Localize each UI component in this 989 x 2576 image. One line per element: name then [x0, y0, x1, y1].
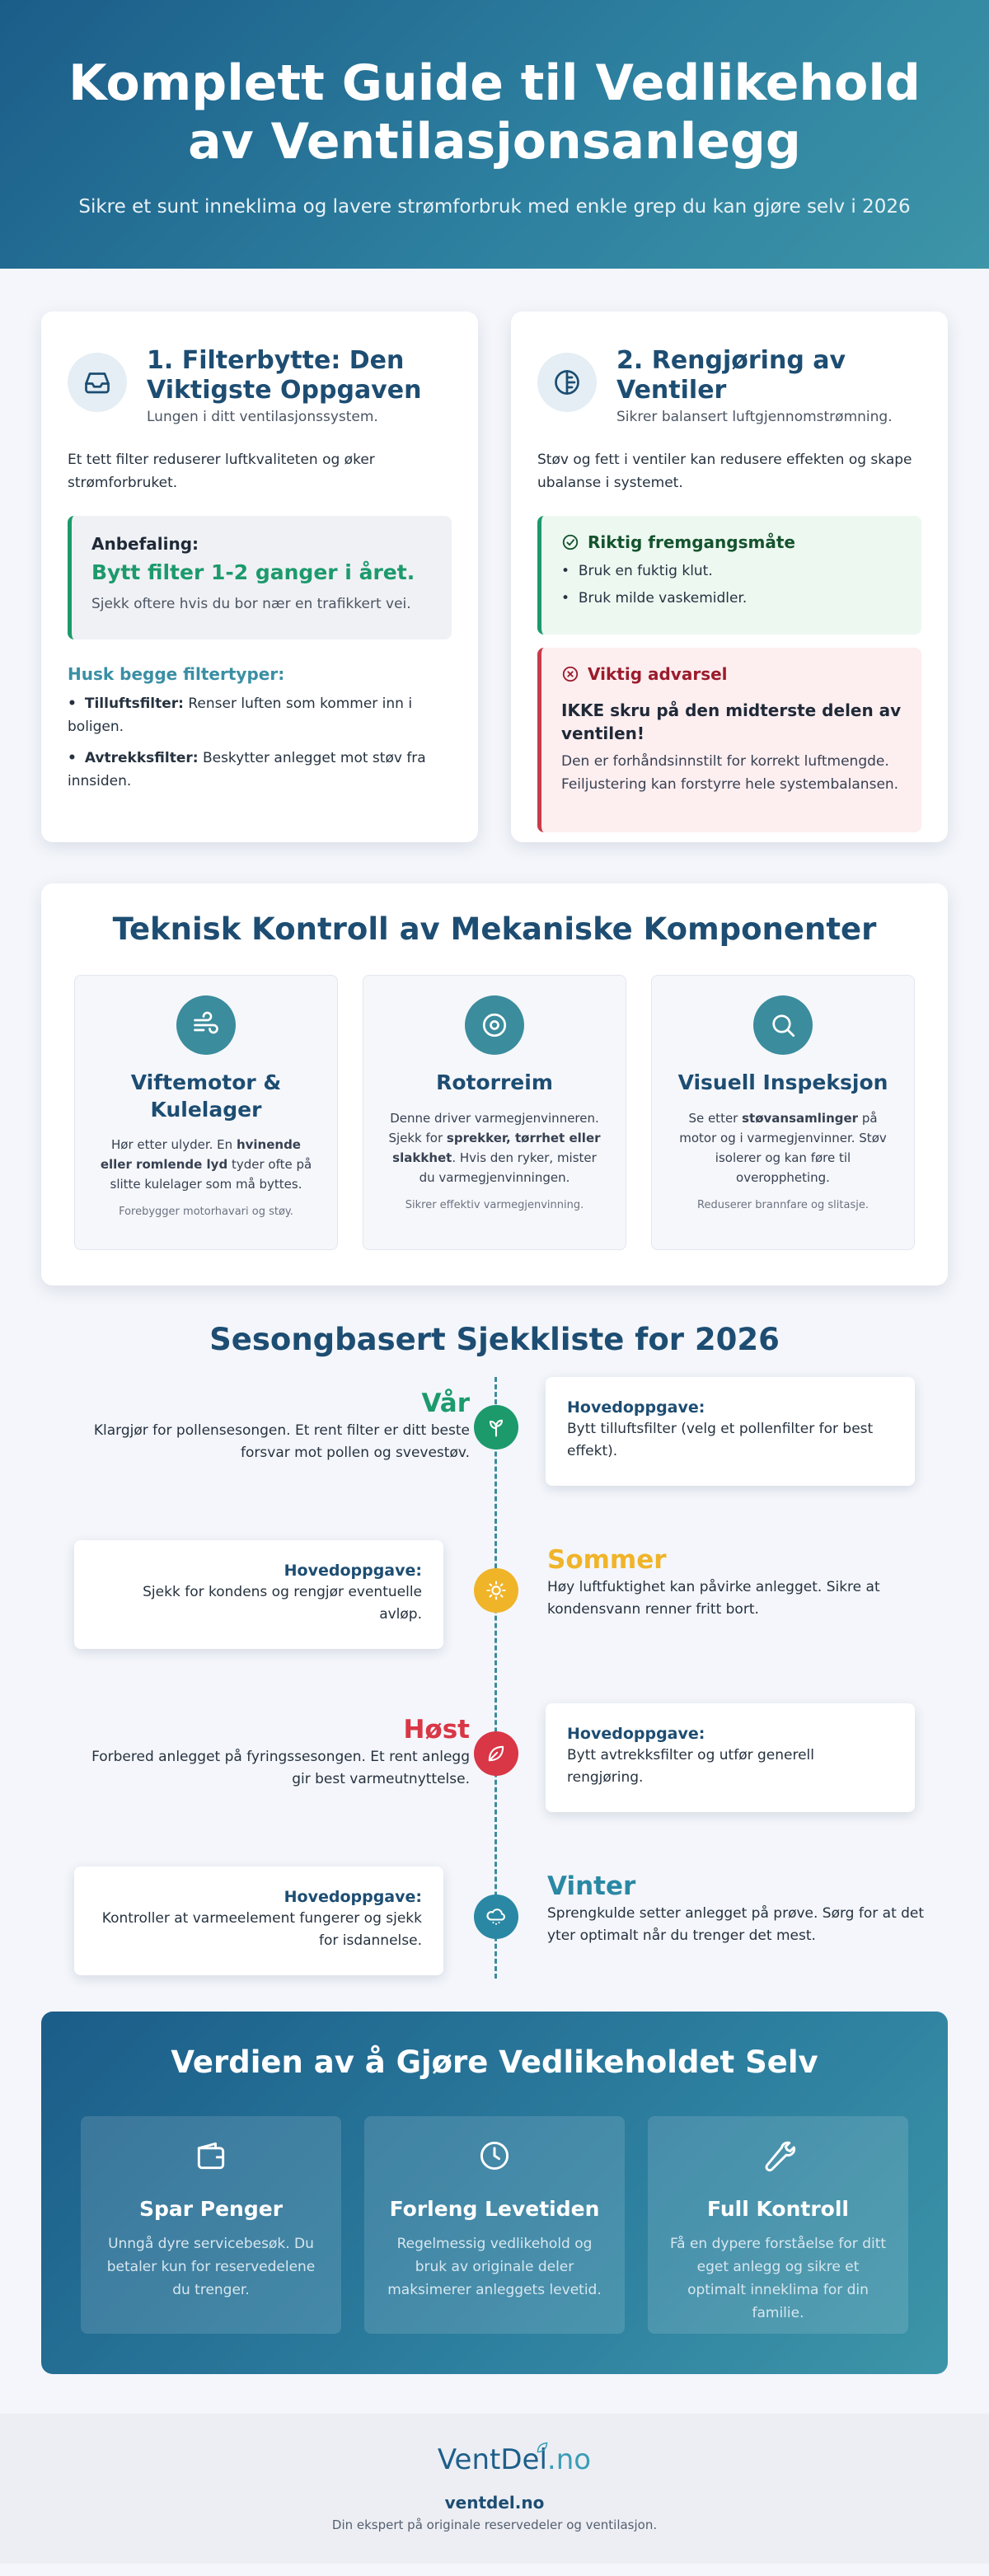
tech-item-title: Rotorreim [436, 1070, 553, 1094]
technical-title: Teknisk Kontroll av Mekaniske Komponenter [112, 911, 877, 947]
valve-icon [537, 353, 597, 412]
season-timeline [41, 1377, 948, 1979]
season-desc: Høy luftfuktighet kan påvirke anlegget. Sikre at kondensvann renner fritt bort. [547, 1579, 880, 1618]
season-name: Høst [403, 1715, 470, 1745]
season-summer [41, 1540, 948, 1656]
tech-item-rotor-belt [363, 975, 626, 1250]
recommendation-main: Bytt filter 1-2 ganger i året. [91, 560, 415, 585]
procedure-title: Riktig fremgangsmåte [588, 532, 795, 553]
tech-item-text: Hør etter ulyder. En hvinende eller romlende lyd tyder ofte på slitte kulelager som må byttes. [100, 1137, 312, 1192]
season-task-box [546, 1377, 915, 1486]
recommendation-box [68, 516, 452, 639]
recommendation-label: Anbefaling: [91, 534, 199, 555]
wind-icon [176, 995, 236, 1055]
tech-item-foot: Reduserer brannfare og slitasje. [697, 1198, 869, 1211]
inbox-tray-icon [68, 353, 127, 412]
value-item-text: Regelmessig vedlikehold og bruk av originale deler maksimerer anleggets levetid. [387, 2236, 602, 2299]
vent-card-subtitle: Sikrer balansert luftgjennomstrømning. [616, 409, 893, 425]
season-winter [41, 1866, 948, 1982]
footer [0, 2414, 989, 2564]
vent-card [511, 311, 948, 842]
page-title: Komplett Guide til Vedlikehold av Ventilasjonsanlegg [68, 54, 921, 171]
list-item: • Tilluftsfilter: Renser luften som kommer inn i boligen. [68, 696, 413, 736]
disc-icon [465, 995, 524, 1055]
season-name: Sommer [547, 1545, 667, 1575]
sprout-icon [474, 1405, 518, 1450]
logo[interactable]: VentDel .no [438, 2443, 551, 2476]
tech-item-title: Visuell Inspeksjon [677, 1070, 888, 1094]
filter-card [41, 311, 478, 842]
task-text: Bytt tilluftsfilter (velg et pollenfilter for best effekt). [567, 1421, 874, 1460]
warning-box [537, 648, 921, 832]
technical-section [41, 883, 948, 1286]
tech-item-text: Denne driver varmegjenvinneren. Sjekk for sprekker, tørrhet eller slakkhet. Hvis den ryker, mister du varmegjenvinningen. [388, 1110, 601, 1185]
leaf-icon [474, 1731, 518, 1776]
season-task-box [546, 1703, 915, 1812]
procedure-list [561, 560, 902, 610]
vent-card-title: 2. Rengjøring av Ventiler [616, 346, 846, 405]
value-item-text: Unngå dyre servicebesøk. Du betaler kun for reservedelene du trenger. [106, 2236, 316, 2299]
tech-item-text: Se etter støvansamlinger på motor og i varmegjenvinner. Støv isolerer og kan føre til overoppheting. [679, 1110, 887, 1185]
filter-types-list [68, 692, 452, 793]
tech-item-fan-motor [74, 975, 338, 1250]
season-desc: Klargjør for pollensesongen. Et rent filter er ditt beste forsvar mot pollen og svevestøv. [93, 1422, 470, 1462]
filter-card-title: 1. Filterbytte: Den Viktigste Oppgaven [147, 346, 422, 405]
season-autumn [41, 1703, 948, 1819]
value-item-save-money [81, 2116, 341, 2334]
sun-icon [474, 1568, 518, 1613]
value-item-control [648, 2116, 908, 2334]
wrench-icon [760, 2138, 796, 2174]
clock-icon [476, 2138, 513, 2174]
season-spring [41, 1377, 948, 1492]
list-item: • Bruk en fuktig klut. [561, 563, 713, 580]
list-item: • Avtrekksfilter: Beskytter anlegget mot støv fra innsiden. [68, 750, 426, 790]
value-item-text: Få en dypere forståelse for ditt eget anlegg og sikre et optimalt inneklima for din familie. [669, 2236, 887, 2322]
wallet-icon [193, 2138, 229, 2174]
value-item-title: Full Kontroll [707, 2197, 849, 2221]
warning-text: Den er forhåndsinnstilt for korrekt luftmengde. Feiljustering kan forstyrre hele systembalansen. [561, 753, 899, 794]
season-task-box [74, 1540, 443, 1649]
filter-card-text: Et tett filter reduserer luftkvaliteten og øker strømforbruket. [68, 452, 375, 492]
season-desc: Sprengkulde setter anlegget på prøve. Sørg for at det yter optimalt når du trenger det mest. [547, 1905, 925, 1945]
task-text: Sjekk for kondens og rengjør eventuelle avløp. [143, 1584, 422, 1623]
task-label: Hovedoppgave: [567, 1398, 705, 1417]
task-label: Hovedoppgave: [284, 1888, 422, 1906]
season-desc: Forbered anlegget på fyringssesongen. Et rent anlegg gir best varmeutnyttelse. [91, 1749, 470, 1788]
header [0, 0, 989, 269]
task-label: Hovedoppgave: [567, 1725, 705, 1743]
task-label: Hovedoppgave: [284, 1562, 422, 1580]
tech-item-title: Viftemotor & Kulelager [130, 1070, 282, 1122]
value-item-title: Forleng Levetiden [389, 2197, 600, 2221]
warning-title: Viktig advarsel [588, 664, 728, 685]
procedure-box [537, 516, 921, 635]
value-item-title: Spar Penger [138, 2197, 284, 2221]
page-subtitle: Sikre et sunt inneklima og lavere strømforbruk med enkle grep du kan gjøre selv i 2026 [78, 195, 911, 218]
footer-tagline: Din ekspert på originale reservedeler og ventilasjon. [331, 2517, 658, 2532]
search-icon [753, 995, 813, 1055]
tech-item-foot: Forebygger motorhavari og støy. [119, 1206, 293, 1218]
season-name: Vinter [547, 1871, 636, 1901]
filter-types-title: Husk begge filtertyper: [68, 664, 285, 685]
footer-site-link[interactable]: ventdel.no [444, 2493, 545, 2513]
leaf-logo-icon [533, 2438, 551, 2457]
tech-item-visual-inspection [651, 975, 915, 1250]
check-circle-icon [561, 533, 579, 551]
recommendation-note: Sjekk oftere hvis du bor nær en trafikkert vei. [91, 596, 411, 613]
snow-cloud-icon [474, 1895, 518, 1939]
task-text: Bytt avtrekksfilter og utfør generell rengjøring. [567, 1747, 814, 1787]
season-name: Vår [421, 1389, 470, 1418]
season-task-box [74, 1866, 443, 1975]
x-circle-icon [561, 665, 579, 683]
value-section [41, 2012, 948, 2374]
vent-card-text: Støv og fett i ventiler kan redusere effekten og skape ubalanse i systemet. [537, 452, 912, 492]
task-text: Kontroller at varmeelement fungerer og sjekk for isdannelse. [101, 1910, 422, 1950]
tech-item-foot: Sikrer effektiv varmegjenvinning. [405, 1198, 584, 1211]
seasonal-title: Sesongbasert Sjekkliste for 2026 [209, 1322, 780, 1357]
value-title: Verdien av å Gjøre Vedlikeholdet Selv [171, 2044, 818, 2080]
value-item-lifetime [364, 2116, 625, 2334]
warning-strong: IKKE skru på den midterste delen av ventilen! [561, 700, 902, 744]
filter-card-subtitle: Lungen i ditt ventilasjonssystem. [147, 409, 378, 425]
list-item: • Bruk milde vaskemidler. [561, 590, 748, 607]
